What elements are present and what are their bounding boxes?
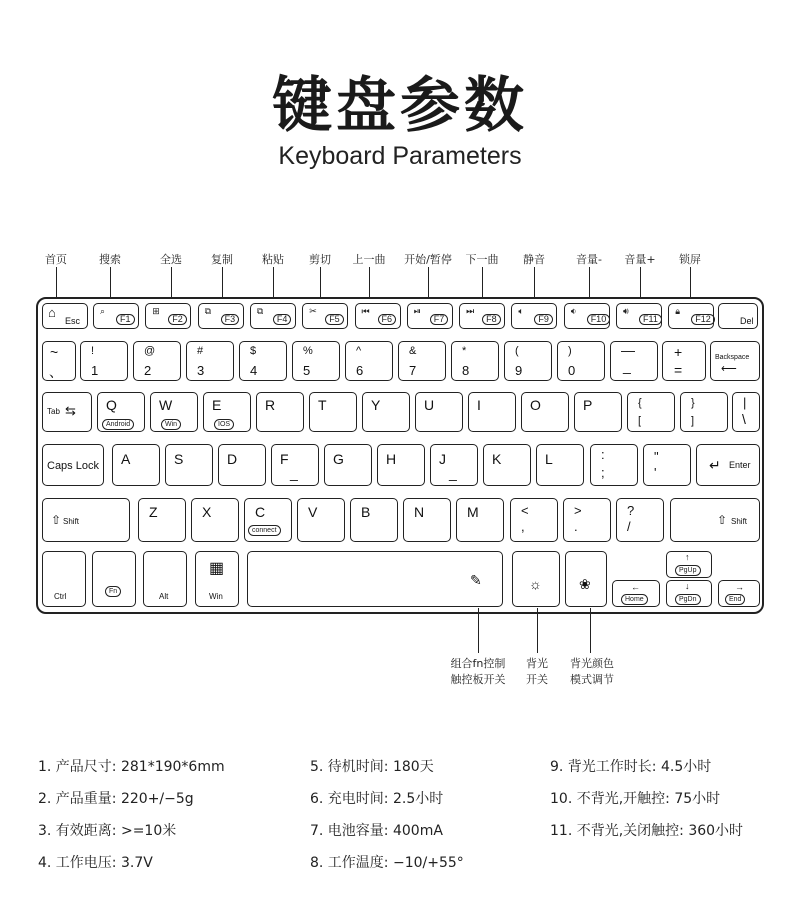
key-legend: F <box>280 451 289 467</box>
key-f9[interactable] <box>511 303 557 329</box>
key-legend: F6 <box>378 314 397 325</box>
key-legend: + <box>674 344 683 360</box>
fn-label: 静音 <box>523 253 545 266</box>
key-legend: 3 <box>197 363 205 378</box>
color-annotation-line2: 模式调节 <box>570 673 614 686</box>
key-legend: N <box>414 504 425 520</box>
color-annotation-line <box>590 608 591 653</box>
key-legend: ( <box>515 345 519 357</box>
key-legend: ^ <box>356 345 362 357</box>
key-legend: PgUp <box>675 565 701 576</box>
shift-icon: ⇧ <box>717 513 728 527</box>
key-legend: " <box>654 449 659 464</box>
key-backspace[interactable] <box>710 341 760 381</box>
spec-item: 7. 电池容量: 400mA <box>310 823 443 839</box>
key-legend: F8 <box>482 314 501 325</box>
key-legend: T <box>318 397 327 413</box>
key-f4[interactable] <box>250 303 296 329</box>
key-legend: 2 <box>144 363 152 378</box>
key-end[interactable] <box>718 580 760 607</box>
spec-item: 8. 工作温度: −10/+55° <box>310 855 464 871</box>
key-legend: Fn <box>105 586 121 597</box>
arrow-left-icon: ⟵ <box>721 363 737 375</box>
key-legend: ? <box>627 503 635 518</box>
key-legend: 6 <box>356 363 364 378</box>
key-legend: A <box>121 451 131 467</box>
key-f2[interactable] <box>145 303 191 329</box>
spec-item: 3. 有效距离: >=10米 <box>38 823 177 839</box>
key-legend: PgDn <box>675 594 701 605</box>
windows-icon: ▦ <box>209 560 225 577</box>
key-legend: V <box>308 504 318 520</box>
fn-label: 开始/暂停 <box>404 253 452 266</box>
spec-item: 2. 产品重量: 220+/−5g <box>38 791 194 807</box>
key-w[interactable] <box>150 392 198 432</box>
key-legend: @ <box>144 345 156 357</box>
key-l[interactable] <box>536 444 584 486</box>
lightbulb-icon: ☼ <box>529 576 542 592</box>
key-legend: 9 <box>515 363 523 378</box>
key-legend: U <box>424 397 435 413</box>
key-legend: K <box>492 451 502 467</box>
next-track-icon: ⏭ <box>466 306 475 316</box>
key-legend: < <box>521 503 529 518</box>
fn-label-line <box>171 267 172 299</box>
paste-icon: ⧉ <box>256 306 264 316</box>
key-legend: = <box>674 362 683 378</box>
key-legend: Shift <box>731 517 748 526</box>
key-3[interactable] <box>186 341 234 381</box>
key-g[interactable] <box>324 444 372 486</box>
key-t[interactable] <box>309 392 357 432</box>
key-legend: ] <box>691 415 695 427</box>
key-legend: 8 <box>462 363 470 378</box>
spec-item: 11. 不背光,关闭触控: 360小时 <box>550 823 744 839</box>
key-legend: \ <box>742 411 746 427</box>
key-period[interactable] <box>563 498 611 542</box>
key-legend: F1 <box>116 314 135 325</box>
key-slash[interactable] <box>616 498 664 542</box>
cut-icon: ✂ <box>309 306 317 316</box>
fn-label-line <box>640 267 641 299</box>
key-enter[interactable] <box>696 444 760 486</box>
previous-track-icon: ⏮ <box>361 306 370 316</box>
key-b[interactable] <box>350 498 398 542</box>
key-comma[interactable] <box>510 498 558 542</box>
backlight-annotation-line2: 开关 <box>526 673 548 686</box>
key-legend: W <box>159 397 173 413</box>
key-alt[interactable] <box>143 551 187 607</box>
key-rbrace[interactable] <box>680 392 728 432</box>
key-legend: Ctrl <box>54 592 67 601</box>
key-pgdn[interactable] <box>666 580 712 607</box>
key-legend: ; <box>601 465 605 480</box>
key-f5[interactable] <box>302 303 348 329</box>
key-legend: , <box>521 519 525 534</box>
key-semicolon[interactable] <box>590 444 638 486</box>
key-c[interactable] <box>244 498 292 542</box>
key-p[interactable] <box>574 392 622 432</box>
key-0[interactable] <box>557 341 605 381</box>
fn-label: 音量- <box>576 253 602 266</box>
key-legend: P <box>583 397 593 413</box>
touchpad-annotation-line1: 组合fn控制 <box>450 657 506 670</box>
key-legend: R <box>265 397 276 413</box>
key-legend: E <box>212 397 222 413</box>
key-f7[interactable] <box>407 303 453 329</box>
key-legend: ) <box>568 345 572 357</box>
key-tilde[interactable] <box>42 341 76 381</box>
key-legend: F4 <box>273 314 292 325</box>
key-legend: _ <box>623 358 631 374</box>
mute-icon: 🔈︎ <box>518 306 524 316</box>
fn-label: 粘贴 <box>262 253 284 266</box>
backlight-annotation <box>517 656 557 688</box>
key-legend: F10 <box>587 314 611 325</box>
title-english: Keyboard Parameters <box>278 142 522 170</box>
key-legend: F2 <box>168 314 187 325</box>
fn-label-line <box>110 267 111 299</box>
key-legend: I <box>477 397 481 413</box>
touchpad-toggle-icon: ✎ <box>470 572 482 588</box>
key-legend: Tab <box>47 407 60 416</box>
key-5[interactable] <box>292 341 340 381</box>
key-legend: { <box>638 397 642 409</box>
key-legend: 4 <box>250 363 258 378</box>
shift-icon: ⇧ <box>51 513 62 527</box>
key-6[interactable] <box>345 341 393 381</box>
key-capslock[interactable] <box>42 444 104 486</box>
key-y[interactable] <box>362 392 410 432</box>
key-legend: % <box>303 345 313 357</box>
key-legend: 1 <box>91 363 99 378</box>
key-legend: _ <box>290 465 298 481</box>
key-d[interactable] <box>218 444 266 486</box>
key-lbrace[interactable] <box>627 392 675 432</box>
key-minus[interactable] <box>610 341 658 381</box>
key-fn[interactable] <box>92 551 136 607</box>
arrow-up-icon: ↑ <box>685 552 690 562</box>
copy-icon: ⧉ <box>204 306 212 316</box>
key-q[interactable] <box>97 392 145 432</box>
key-legend: [ <box>638 415 642 427</box>
key-f11[interactable] <box>616 303 662 329</box>
key-u[interactable] <box>415 392 463 432</box>
key-a[interactable] <box>112 444 160 486</box>
fn-label-line <box>428 267 429 299</box>
key-legend: # <box>197 345 204 357</box>
key-legend: F3 <box>221 314 240 325</box>
fn-label-line <box>589 267 590 299</box>
key-legend: 0 <box>568 363 576 378</box>
key-legend: Win <box>209 592 223 601</box>
key-shift-right[interactable] <box>670 498 760 542</box>
key-legend: X <box>202 504 212 520</box>
key-legend: F5 <box>325 314 344 325</box>
key-legend: : <box>601 447 605 462</box>
key-legend: B <box>361 504 371 520</box>
fn-label: 搜索 <box>99 253 121 266</box>
backlight-annotation-line1: 背光 <box>526 657 548 670</box>
touchpad-annotation-line <box>478 608 479 653</box>
key-legend: ~ <box>50 344 59 360</box>
key-legend: F12 <box>691 314 715 325</box>
key-8[interactable] <box>451 341 499 381</box>
key-legend: Del <box>740 316 754 326</box>
key-legend: Caps Lock <box>47 460 99 472</box>
fn-label-line <box>534 267 535 299</box>
fn-label: 下一曲 <box>465 253 499 266</box>
color-mode-icon: ❀ <box>579 576 591 592</box>
title-chinese: 键盘参数 <box>272 71 528 141</box>
fn-label-line <box>222 267 223 299</box>
arrow-left-icon: ← <box>631 582 640 592</box>
key-v[interactable] <box>297 498 345 542</box>
spec-item: 4. 工作电压: 3.7V <box>38 855 153 871</box>
key-legend: / <box>627 519 631 534</box>
select-all-icon: ⊞ <box>152 306 160 316</box>
key-n[interactable] <box>403 498 451 542</box>
key-f10[interactable] <box>564 303 610 329</box>
key-k[interactable] <box>483 444 531 486</box>
key-legend: F7 <box>430 314 449 325</box>
fn-label: 剪切 <box>309 253 331 266</box>
key-z[interactable] <box>138 498 186 542</box>
key-legend: Y <box>371 397 381 413</box>
key-legend: IOS <box>214 419 234 430</box>
arrow-down-icon: ↓ <box>685 581 690 591</box>
key-f[interactable] <box>271 444 319 486</box>
key-legend: J <box>439 451 446 467</box>
home-icon: ⌂ <box>48 305 56 320</box>
spec-item: 6. 充电时间: 2.5小时 <box>310 791 444 807</box>
key-home[interactable] <box>612 580 660 607</box>
key-legend: 7 <box>409 363 417 378</box>
key-9[interactable] <box>504 341 552 381</box>
key-legend: 5 <box>303 363 311 378</box>
key-s[interactable] <box>165 444 213 486</box>
fn-label-line <box>690 267 691 299</box>
touchpad-annotation-line2: 触控板开关 <box>450 673 506 686</box>
key-2[interactable] <box>133 341 181 381</box>
key-backlight[interactable] <box>512 551 560 607</box>
key-f3[interactable] <box>198 303 244 329</box>
spec-item: 1. 产品尺寸: 281*190*6mm <box>38 759 225 775</box>
key-legend: Enter <box>729 460 751 470</box>
fn-label: 首页 <box>45 253 67 266</box>
key-1[interactable] <box>80 341 128 381</box>
key-legend: 、 <box>49 364 63 380</box>
color-annotation-line1: 背光颜色 <box>570 657 614 670</box>
key-o[interactable] <box>521 392 569 432</box>
key-legend: & <box>409 345 417 357</box>
key-ctrl[interactable] <box>42 551 86 607</box>
key-win[interactable] <box>195 551 239 607</box>
key-esc[interactable] <box>42 303 88 329</box>
key-shift-left[interactable] <box>42 498 130 542</box>
tab-icon: ⇆ <box>65 403 76 418</box>
key-f1[interactable] <box>93 303 139 329</box>
arrow-right-icon: → <box>735 582 744 592</box>
key-legend: $ <box>250 345 257 357</box>
key-legend: Backspace <box>715 354 750 361</box>
enter-icon: ↵ <box>709 457 721 473</box>
touchpad-annotation <box>438 656 518 688</box>
backlight-annotation-line <box>537 608 538 653</box>
key-h[interactable] <box>377 444 425 486</box>
search-icon: ⌕ <box>100 306 106 316</box>
key-del[interactable] <box>718 303 758 329</box>
key-legend: M <box>467 504 479 520</box>
key-legend: S <box>174 451 184 467</box>
key-f6[interactable] <box>355 303 401 329</box>
key-legend: } <box>691 397 695 409</box>
key-legend: C <box>255 504 266 520</box>
lock-icon: 🔒︎ <box>675 306 681 316</box>
key-legend: L <box>545 451 553 467</box>
key-pgup[interactable] <box>666 551 712 578</box>
key-m[interactable] <box>456 498 504 542</box>
fn-label: 音量+ <box>624 253 656 266</box>
key-x[interactable] <box>191 498 239 542</box>
key-legend: ' <box>654 465 657 480</box>
fn-label-line <box>273 267 274 299</box>
key-legend: Esc <box>65 316 81 326</box>
fn-label: 锁屏 <box>679 253 701 266</box>
key-legend: Home <box>621 594 648 605</box>
fn-label-line <box>482 267 483 299</box>
key-quote[interactable] <box>643 444 691 486</box>
key-legend: — <box>621 342 635 358</box>
key-j[interactable] <box>430 444 478 486</box>
key-legend: O <box>530 397 541 413</box>
key-legend: H <box>386 451 397 467</box>
key-legend: * <box>462 345 467 357</box>
key-tab[interactable] <box>42 392 92 432</box>
fn-label: 全选 <box>160 253 182 266</box>
play-pause-icon: ⏯ <box>413 306 421 316</box>
spec-item: 9. 背光工作时长: 4.5小时 <box>550 759 712 775</box>
key-legend: _ <box>449 465 457 481</box>
key-legend: Alt <box>159 592 169 601</box>
key-backslash[interactable] <box>732 392 760 432</box>
key-color[interactable] <box>565 551 607 607</box>
key-legend: > <box>574 503 582 518</box>
volume-up-icon: 🔊︎ <box>623 306 629 316</box>
key-legend: Q <box>106 397 117 413</box>
key-legend: | <box>743 395 747 410</box>
key-legend: ! <box>91 345 95 357</box>
key-legend: D <box>227 451 238 467</box>
fn-label: 上一曲 <box>352 253 386 266</box>
spec-item: 5. 待机时间: 180天 <box>310 759 434 775</box>
key-7[interactable] <box>398 341 446 381</box>
key-legend: Android <box>102 419 134 430</box>
key-4[interactable] <box>239 341 287 381</box>
color-annotation <box>562 656 622 688</box>
key-legend: Win <box>161 419 181 430</box>
key-f12[interactable] <box>668 303 714 329</box>
key-legend: Shift <box>63 517 80 526</box>
fn-label: 复制 <box>211 253 233 266</box>
key-legend: G <box>333 451 344 467</box>
volume-down-icon: 🔉︎ <box>570 306 577 316</box>
key-plus[interactable] <box>662 341 706 381</box>
spec-item: 10. 不背光,开触控: 75小时 <box>550 791 721 807</box>
fn-label-line <box>56 267 57 299</box>
key-r[interactable] <box>256 392 304 432</box>
key-legend: Z <box>149 504 158 520</box>
fn-label-line <box>320 267 321 299</box>
key-legend: F9 <box>534 314 553 325</box>
key-legend: End <box>725 594 745 605</box>
key-f8[interactable] <box>459 303 505 329</box>
key-space[interactable] <box>247 551 503 607</box>
key-legend: connect <box>248 525 281 536</box>
fn-label-line <box>369 267 370 299</box>
key-legend: F11 <box>639 314 662 325</box>
key-legend: . <box>574 519 578 534</box>
key-e[interactable] <box>203 392 251 432</box>
key-i[interactable] <box>468 392 516 432</box>
